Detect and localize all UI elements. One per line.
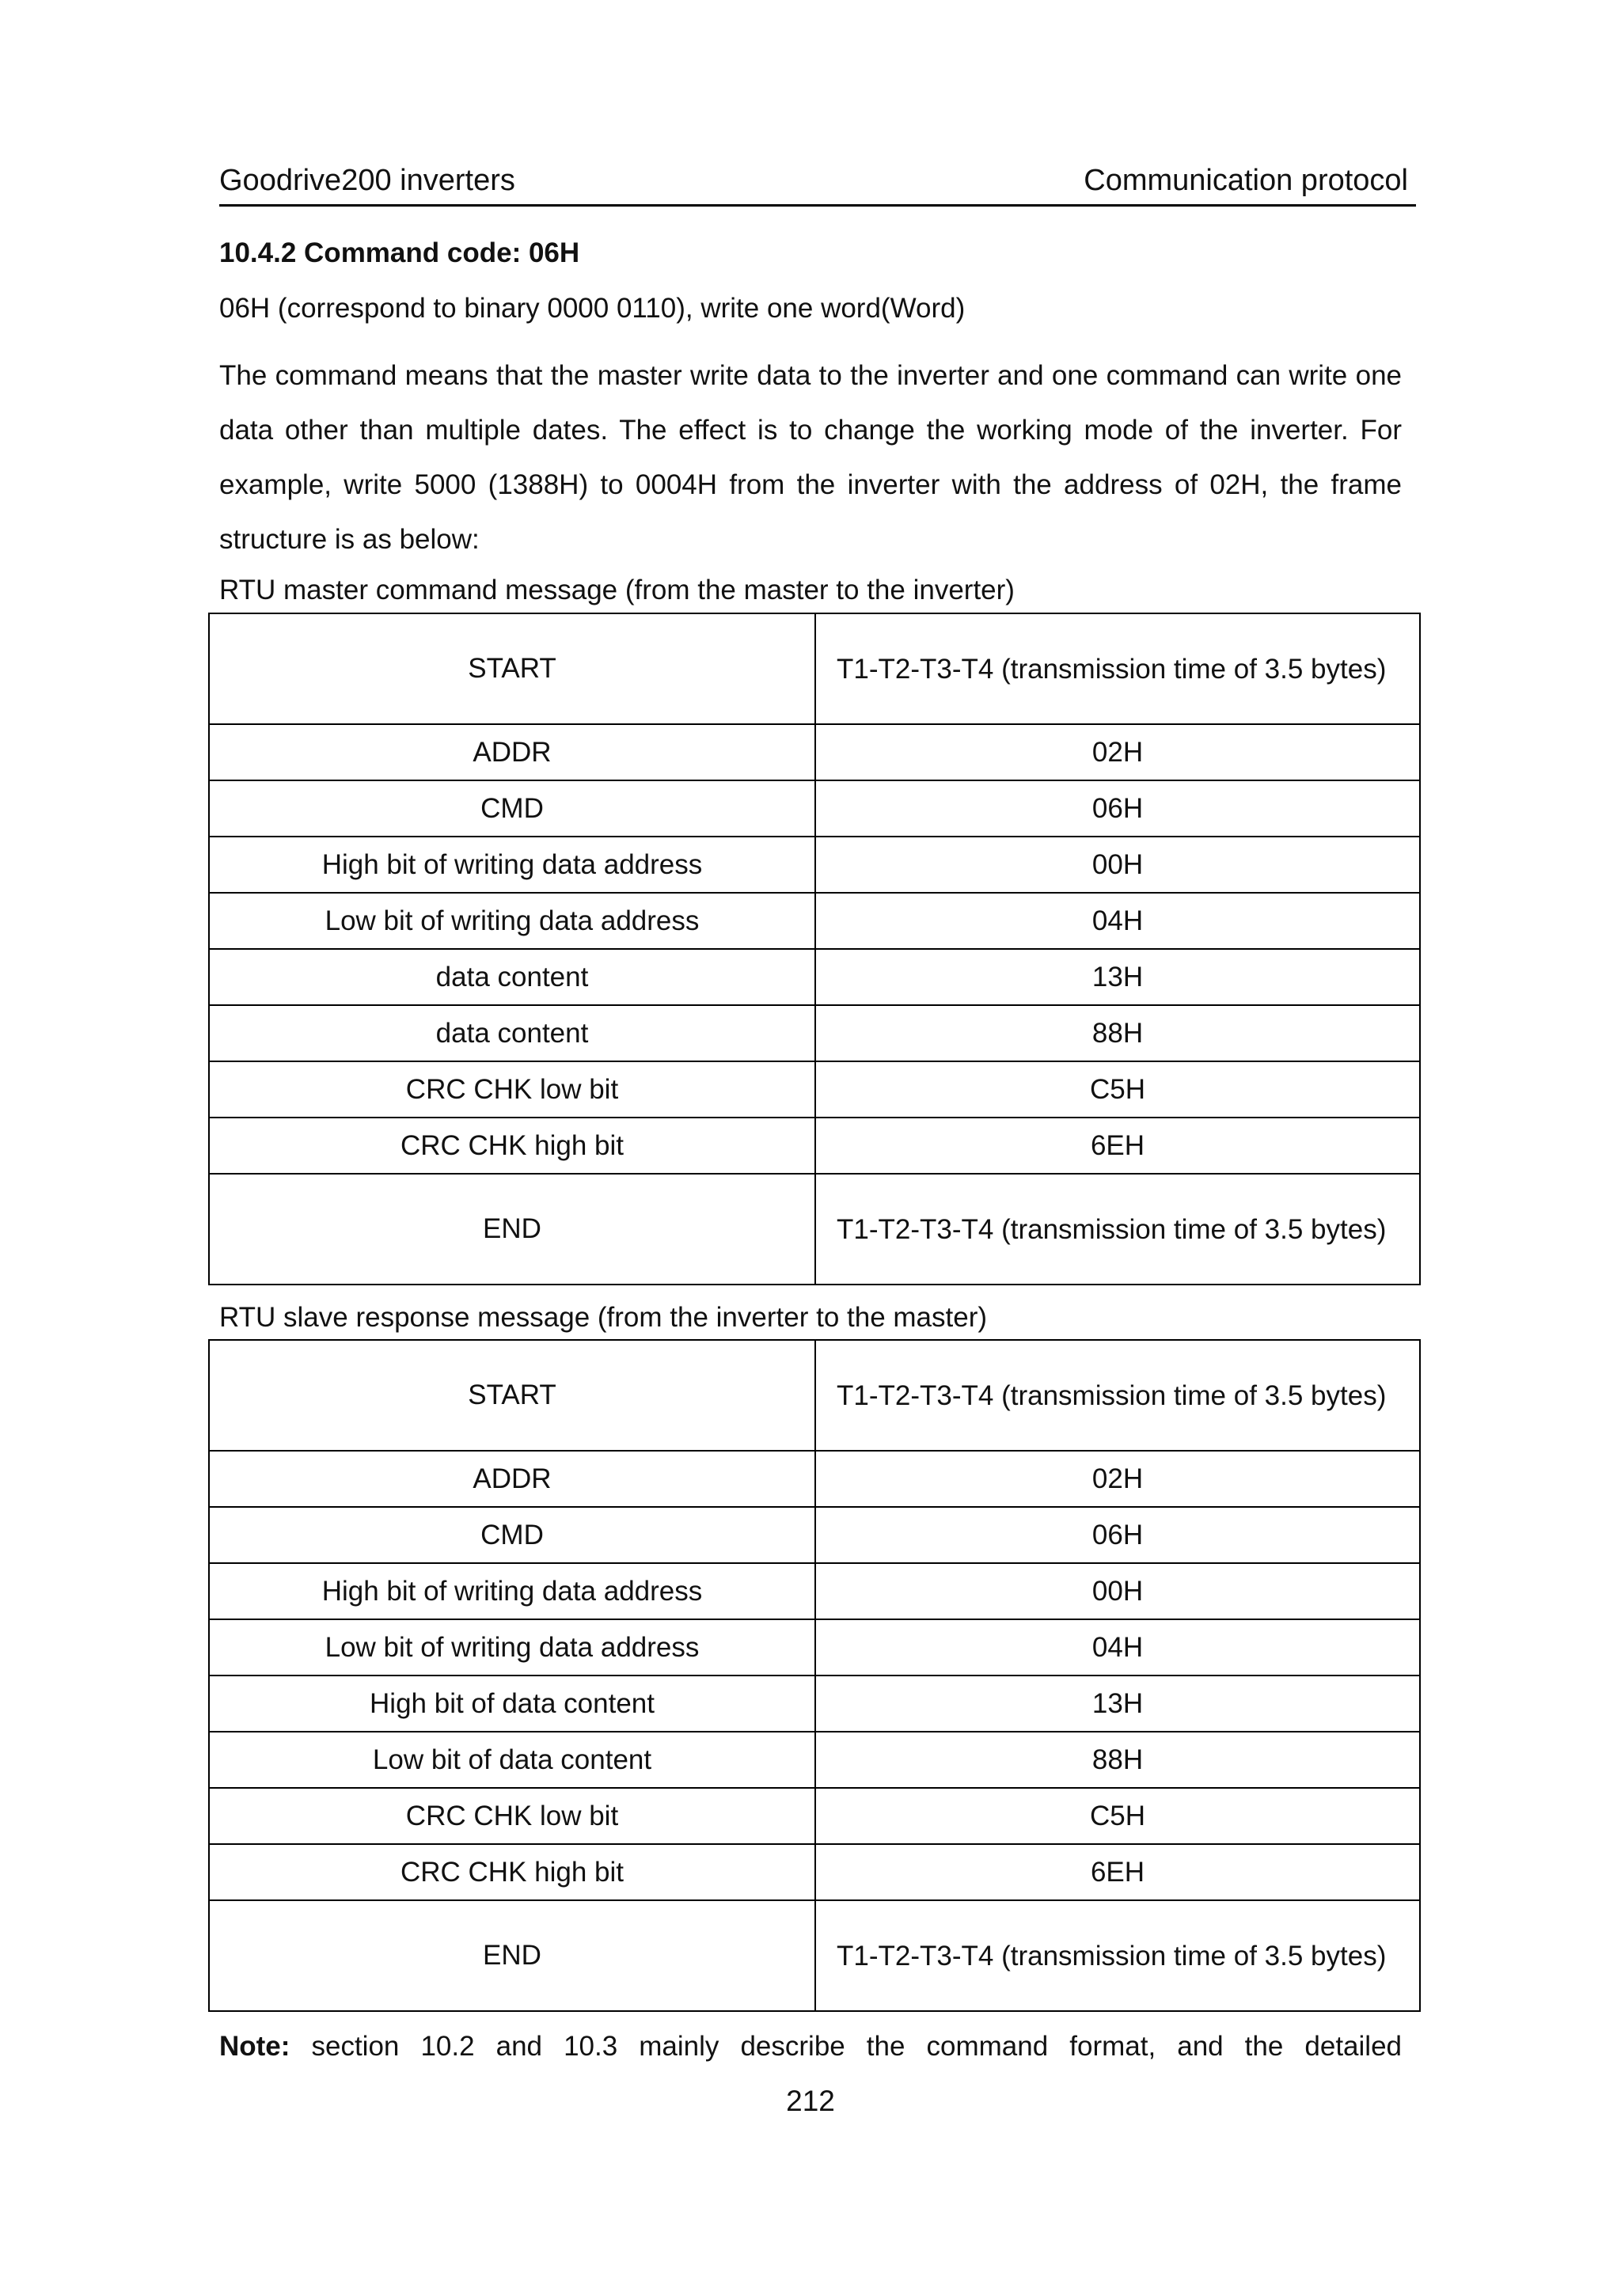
value-cell: C5H xyxy=(815,1061,1420,1118)
table-row xyxy=(209,1005,1420,1061)
table-row xyxy=(209,1507,1420,1563)
value-cell: C5H xyxy=(815,1788,1420,1844)
table-row xyxy=(209,1061,1420,1118)
field-cell: Low bit of writing data address xyxy=(209,893,815,949)
field-cell: END xyxy=(209,1900,815,2011)
value-cell: 00H xyxy=(815,837,1420,893)
master-command-table xyxy=(208,613,1421,1285)
field-cell: Low bit of data content xyxy=(209,1732,815,1788)
value-cell: 6EH xyxy=(815,1118,1420,1174)
value-cell: 02H xyxy=(815,724,1420,780)
section-paragraph: The command means that the master write data to the inverter and one command can write one data other than multiple dates. The effect is to change the working mode of the inverter. For example, write 5000 (1388H) to 0004H from the inverter with the address of 02H, the frame structure is as below: xyxy=(219,360,1402,555)
page-number: 212 xyxy=(786,2085,835,2117)
page-header xyxy=(219,163,1416,207)
field-cell: CRC CHK high bit xyxy=(209,1118,815,1174)
slave-response-table xyxy=(208,1339,1421,2012)
table-row xyxy=(209,1732,1420,1788)
table-row xyxy=(209,1619,1420,1676)
value-cell: 00H xyxy=(815,1563,1420,1619)
value-cell: 04H xyxy=(815,1619,1420,1676)
value-cell: 13H xyxy=(815,1676,1420,1732)
table-row xyxy=(209,780,1420,837)
table-row xyxy=(209,1340,1420,1451)
field-cell: High bit of writing data address xyxy=(209,1563,815,1619)
value-cell: T1-T2-T3-T4 (transmission time of 3.5 bytes) xyxy=(815,613,1420,724)
field-cell: CMD xyxy=(209,780,815,837)
table-row xyxy=(209,949,1420,1005)
table-row xyxy=(209,837,1420,893)
value-cell: 06H xyxy=(815,1507,1420,1563)
note-label: Note: xyxy=(219,2031,290,2062)
table-row xyxy=(209,1676,1420,1732)
value-cell: 02H xyxy=(815,1451,1420,1507)
value-cell: T1-T2-T3-T4 (transmission time of 3.5 bytes) xyxy=(815,1900,1420,2011)
table-row xyxy=(209,1844,1420,1900)
value-cell: 06H xyxy=(815,780,1420,837)
section-subtitle: 06H (correspond to binary 0000 0110), write one word(Word) xyxy=(219,293,966,324)
field-cell: START xyxy=(209,613,815,724)
table-row xyxy=(209,724,1420,780)
field-cell: ADDR xyxy=(209,724,815,780)
table-row xyxy=(209,1788,1420,1844)
field-cell: CMD xyxy=(209,1507,815,1563)
value-cell: T1-T2-T3-T4 (transmission time of 3.5 bytes) xyxy=(815,1340,1420,1451)
field-cell: CRC CHK high bit xyxy=(209,1844,815,1900)
field-cell: data content xyxy=(209,949,815,1005)
header-chapter: Communication protocol xyxy=(1084,164,1408,197)
value-cell: T1-T2-T3-T4 (transmission time of 3.5 bytes) xyxy=(815,1174,1420,1285)
field-cell: START xyxy=(209,1340,815,1451)
value-cell: 13H xyxy=(815,949,1420,1005)
value-cell: 88H xyxy=(815,1732,1420,1788)
table-row xyxy=(209,1451,1420,1507)
field-cell: High bit of data content xyxy=(209,1676,815,1732)
field-cell: Low bit of writing data address xyxy=(209,1619,815,1676)
header-product: Goodrive200 inverters xyxy=(219,164,515,197)
note-paragraph xyxy=(219,2031,1402,2063)
value-cell: 6EH xyxy=(815,1844,1420,1900)
field-cell: CRC CHK low bit xyxy=(209,1788,815,1844)
field-cell: CRC CHK low bit xyxy=(209,1061,815,1118)
table-row xyxy=(209,1118,1420,1174)
field-cell: END xyxy=(209,1174,815,1285)
table-row xyxy=(209,613,1420,724)
field-cell: ADDR xyxy=(209,1451,815,1507)
value-cell: 88H xyxy=(815,1005,1420,1061)
note-text: section 10.2 and 10.3 mainly describe the command format, and the detailed xyxy=(290,2031,1402,2062)
table-row xyxy=(209,1900,1420,2011)
section-heading: 10.4.2 Command code: 06H xyxy=(219,237,580,268)
table-row xyxy=(209,1174,1420,1285)
field-cell: High bit of writing data address xyxy=(209,837,815,893)
field-cell: data content xyxy=(209,1005,815,1061)
master-table-caption: RTU master command message (from the master to the inverter) xyxy=(219,575,1015,605)
value-cell: 04H xyxy=(815,893,1420,949)
table-row xyxy=(209,1563,1420,1619)
slave-table-caption: RTU slave response message (from the inverter to the master) xyxy=(219,1302,988,1333)
table-row xyxy=(209,893,1420,949)
